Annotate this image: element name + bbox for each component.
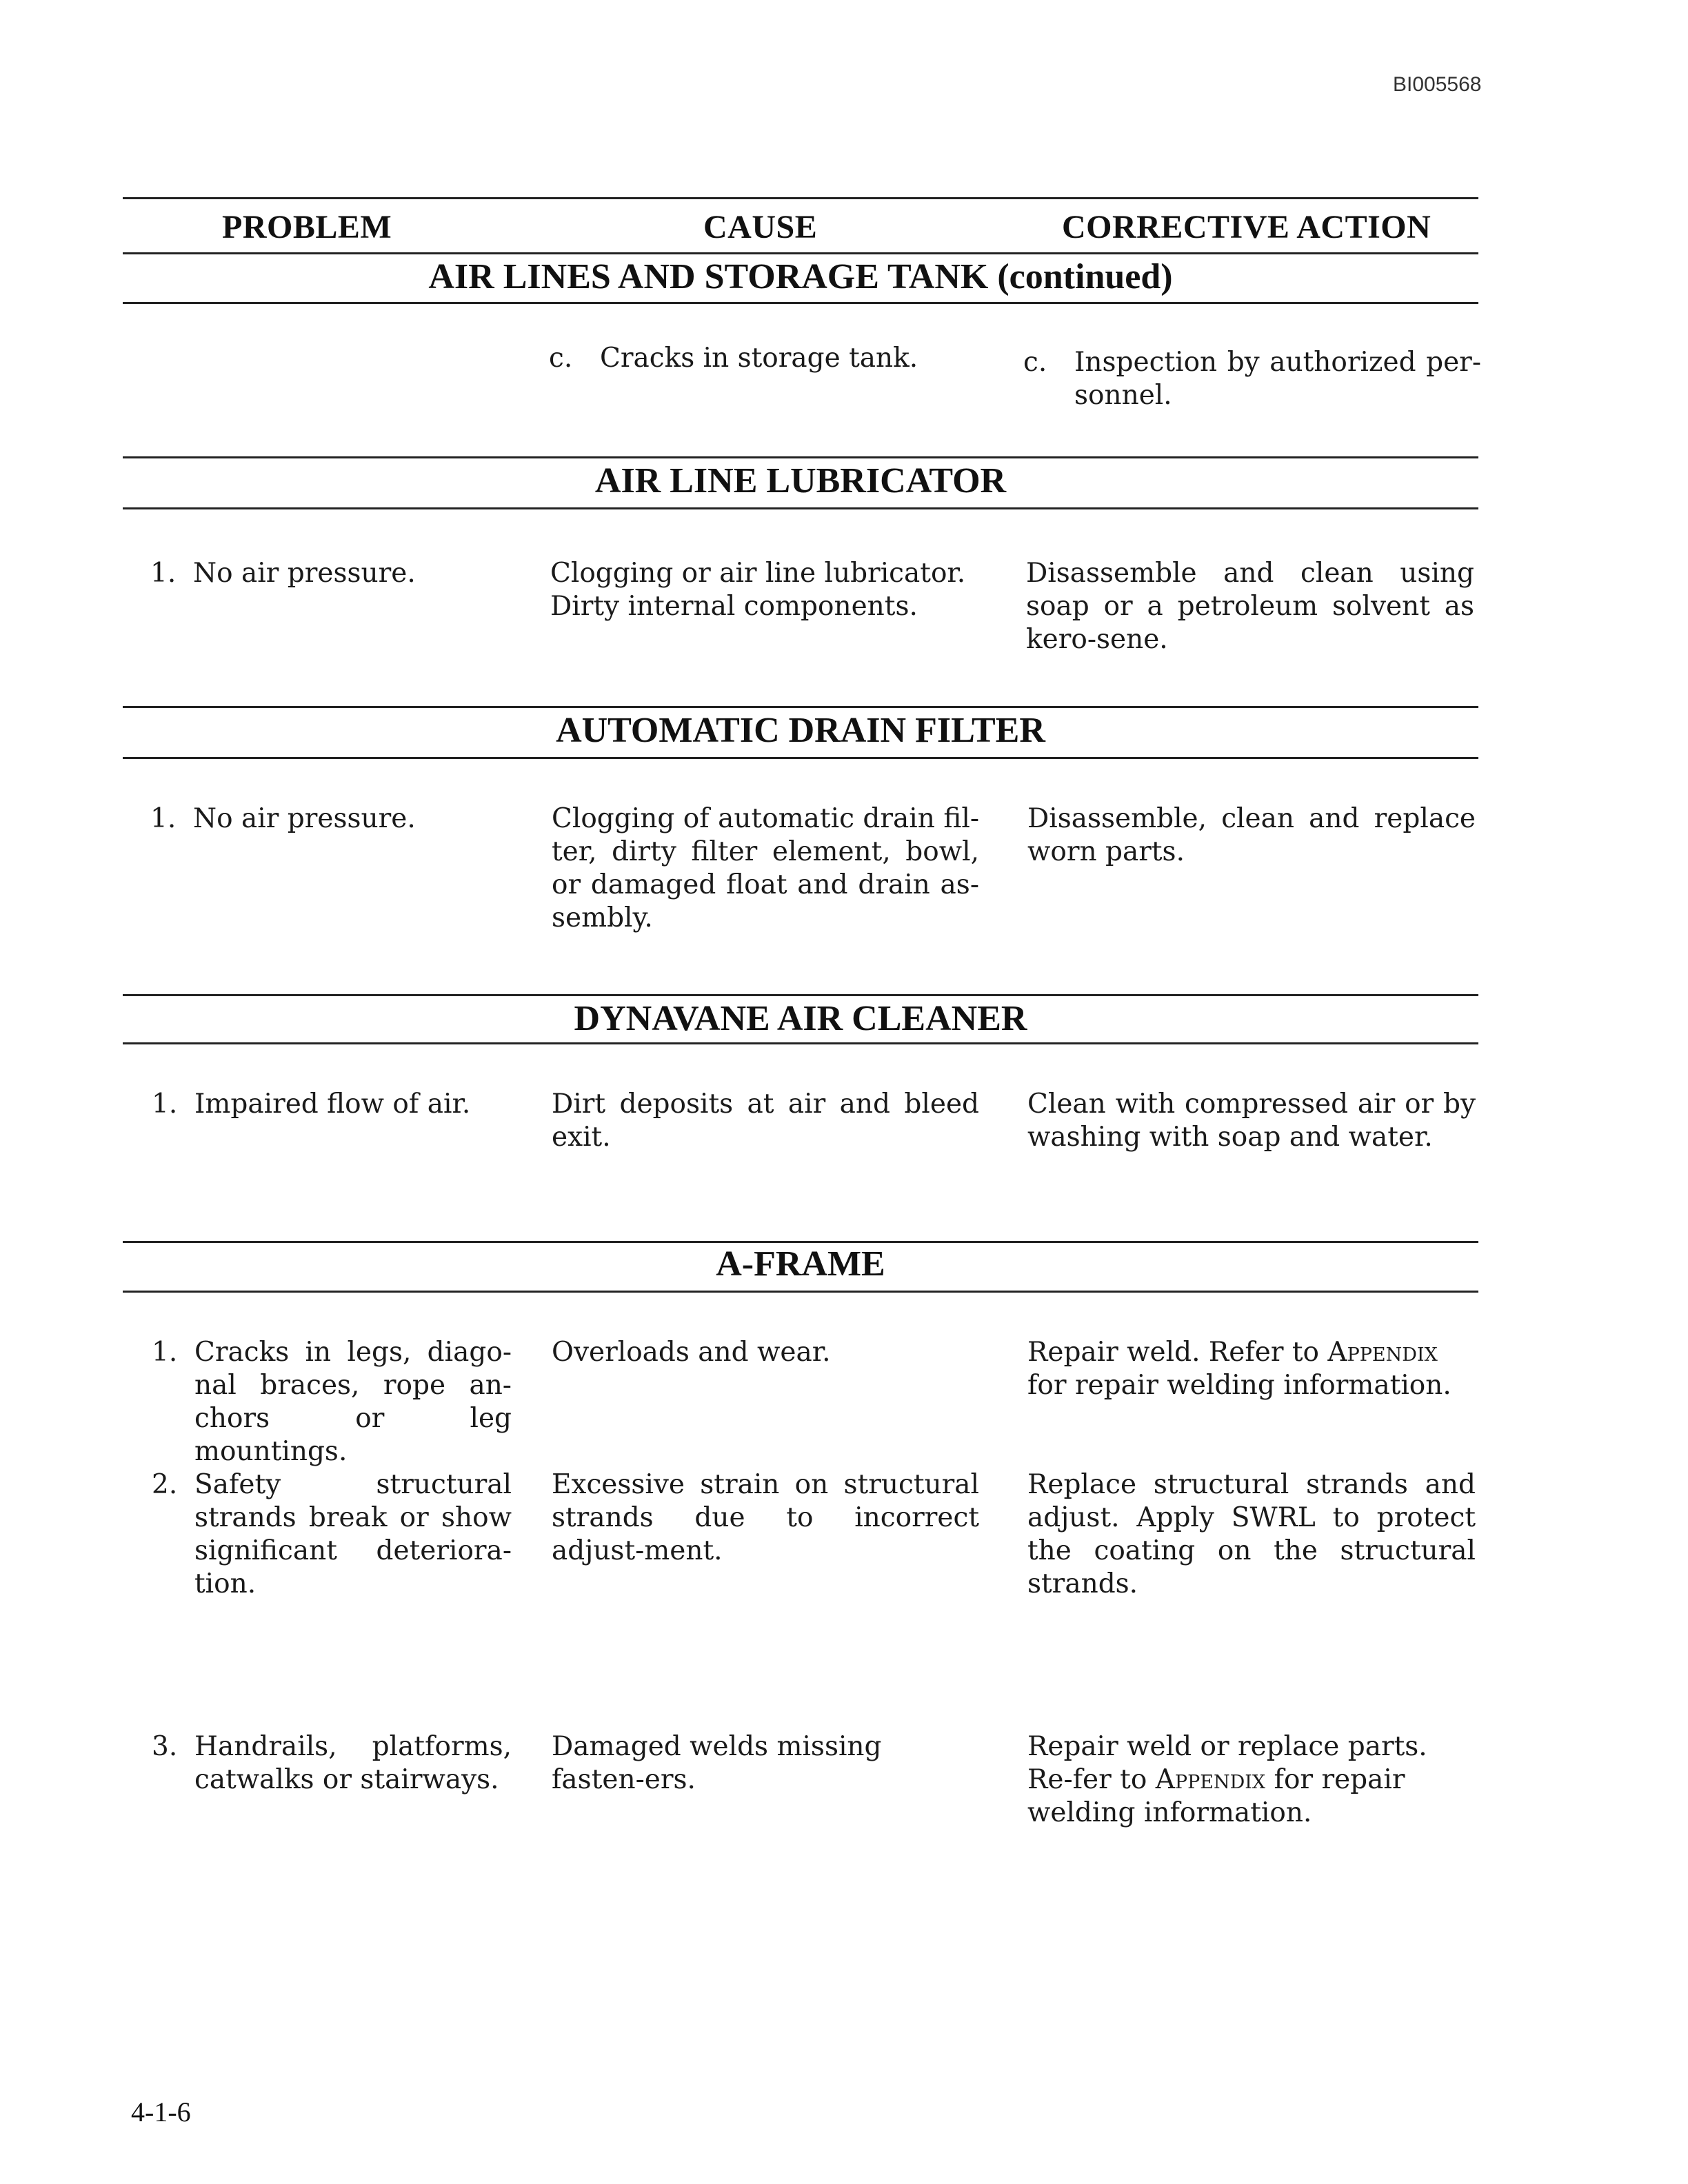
problem-number: 1. bbox=[150, 803, 177, 834]
section-rule bbox=[123, 302, 1478, 304]
section-title-dynavane-air-cleaner: DYNAVANE AIR CLEANER bbox=[574, 999, 1027, 1038]
section-rule bbox=[123, 456, 1478, 458]
column-header-cause: CAUSE bbox=[703, 209, 818, 245]
cause-text: Excessive strain on structural strands due to incorrect adjust-ment. bbox=[552, 1469, 979, 1566]
problem-number: 1. bbox=[152, 1089, 178, 1120]
page-number: 4-1-6 bbox=[131, 2096, 191, 2127]
section-rule bbox=[123, 1042, 1478, 1044]
problem-number: 3. bbox=[152, 1731, 178, 1762]
section-title-air-lines-storage-tank: AIR LINES AND STORAGE TANK (continued) bbox=[428, 257, 1173, 296]
action-text: Disassemble and clean using soap or a petroleum solvent as kero-sene. bbox=[1026, 558, 1474, 655]
section-title-a-frame: A-FRAME bbox=[716, 1244, 885, 1284]
section-rule bbox=[123, 706, 1478, 708]
cause-text: Overloads and wear. bbox=[552, 1337, 831, 1368]
action-marker: c. bbox=[1023, 347, 1047, 378]
problem-text: No air pressure. bbox=[193, 558, 416, 589]
problem-text: Impaired flow of air. bbox=[194, 1089, 471, 1120]
cause-text: Clogging or air line lubricator. Dirty internal components. bbox=[550, 558, 966, 622]
cause-text: Damaged welds missing fasten-ers. bbox=[552, 1731, 882, 1795]
action-text: Replace structural strands and adjust. Apply SWRL to protect the coating on the structural strands. bbox=[1027, 1469, 1476, 1599]
problem-number: 2. bbox=[152, 1469, 178, 1500]
section-title-automatic-drain-filter: AUTOMATIC DRAIN FILTER bbox=[556, 711, 1045, 750]
header-bottom-rule bbox=[123, 252, 1478, 254]
action-text: Clean with compressed air or by washing with soap and water. bbox=[1027, 1089, 1476, 1153]
problem-text: Safety structural strands break or show significant deteriora-tion. bbox=[194, 1469, 512, 1599]
appendix-reference: Appendix bbox=[1327, 1337, 1438, 1368]
cause-text: Clogging of automatic drain fil-ter, dirty filter element, bowl, or damaged float and drain as-sembly. bbox=[552, 803, 979, 933]
header-top-rule bbox=[123, 197, 1478, 199]
section-rule bbox=[123, 1291, 1478, 1293]
section-rule bbox=[123, 1241, 1478, 1243]
cause-marker: c. bbox=[549, 343, 573, 374]
action-text-lead: Repair weld or replace parts. Re-fer to bbox=[1027, 1731, 1427, 1795]
action-text: Inspection by authorized per-sonnel. bbox=[1074, 347, 1481, 411]
cause-text: Dirt deposits at air and bleed exit. bbox=[552, 1089, 979, 1153]
document-id: BI005568 bbox=[1393, 73, 1482, 96]
problem-text: No air pressure. bbox=[193, 803, 416, 834]
appendix-reference: Appendix bbox=[1155, 1764, 1266, 1795]
section-title-air-line-lubricator: AIR LINE LUBRICATOR bbox=[594, 461, 1007, 501]
section-rule bbox=[123, 994, 1478, 996]
column-header-corrective-action: CORRECTIVE ACTION bbox=[1062, 209, 1431, 245]
column-header-problem: PROBLEM bbox=[222, 209, 392, 245]
action-text-lead: Repair weld. Refer to bbox=[1027, 1337, 1328, 1368]
action-text-tail: for repair welding information. bbox=[1027, 1370, 1451, 1401]
action-text bbox=[1027, 1730, 1476, 1830]
problem-text: Cracks in legs, diago-nal braces, rope an-chors or leg mountings. bbox=[194, 1337, 512, 1467]
action-text: Disassemble, clean and replace worn parts. bbox=[1027, 803, 1476, 867]
section-rule bbox=[123, 757, 1478, 759]
section-rule bbox=[123, 507, 1478, 509]
problem-number: 1. bbox=[152, 1337, 178, 1368]
problem-number: 1. bbox=[150, 558, 177, 589]
cause-text: Cracks in storage tank. bbox=[600, 343, 918, 374]
action-text bbox=[1027, 1336, 1476, 1402]
action-text-tail: for repair welding information. bbox=[1027, 1764, 1405, 1828]
problem-text: Handrails, platforms, catwalks or stairways. bbox=[194, 1731, 512, 1795]
